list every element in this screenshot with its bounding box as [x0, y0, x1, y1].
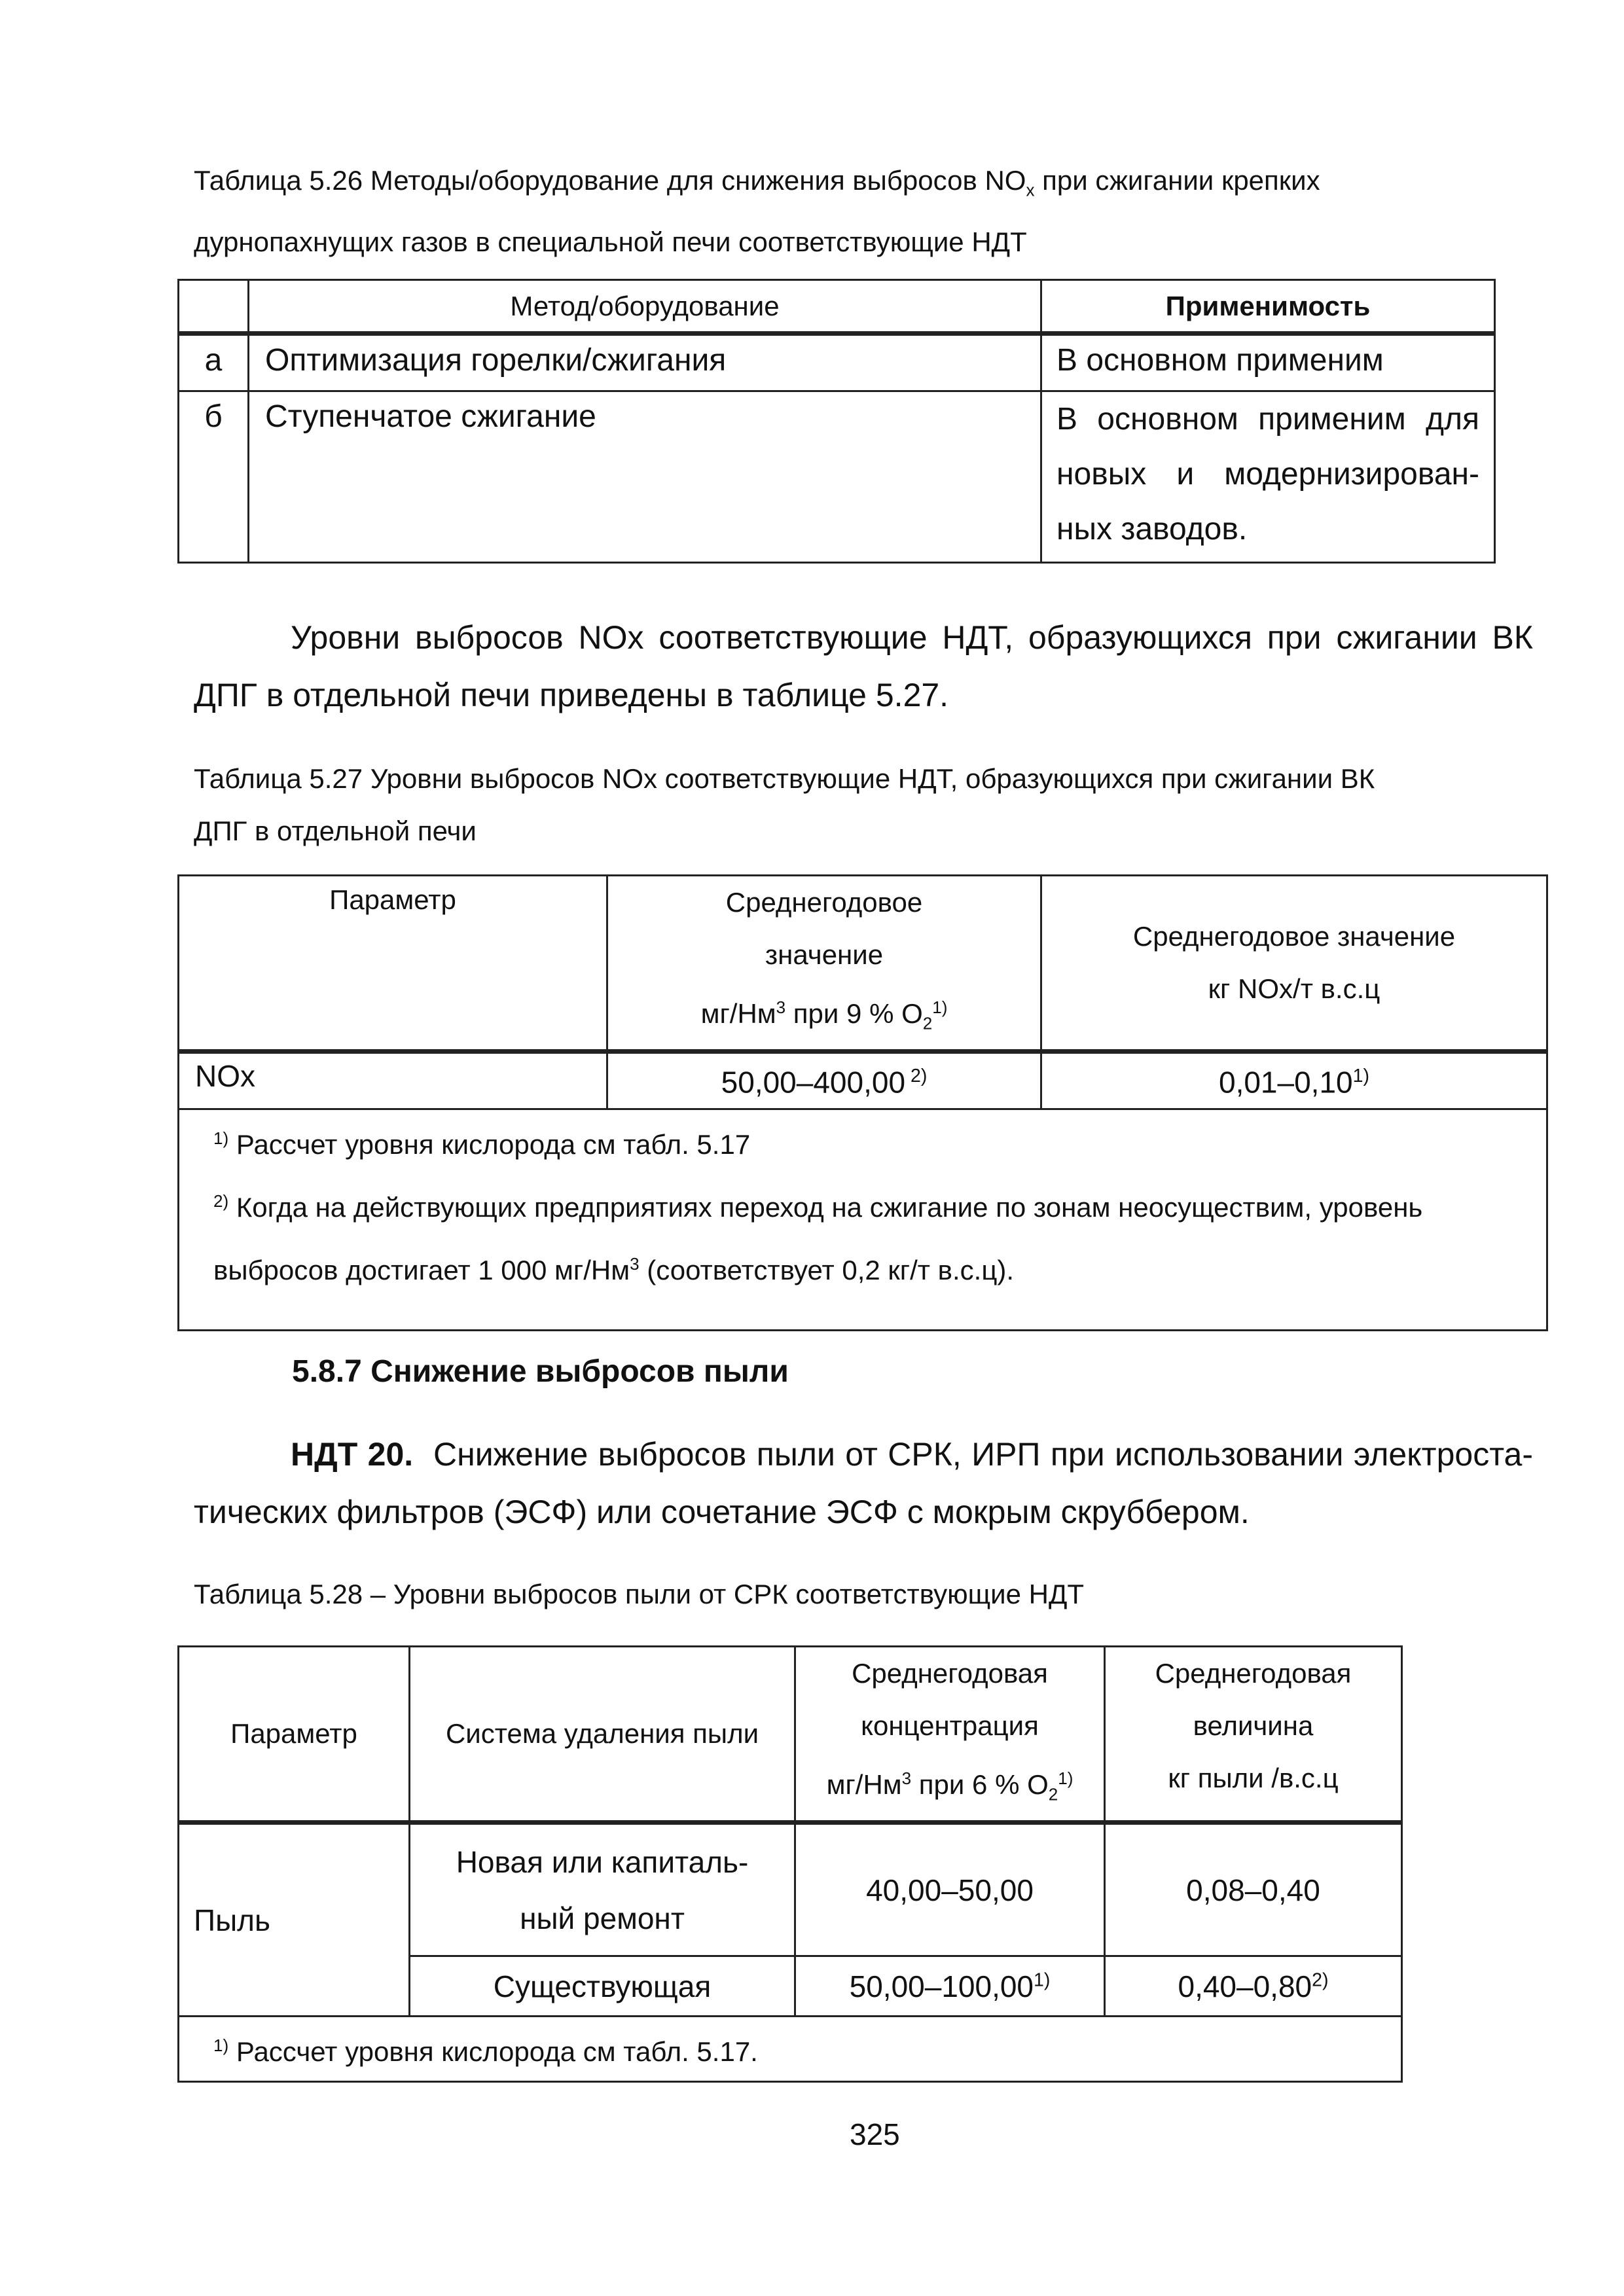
- header-unit: при 6 % O: [911, 1769, 1049, 1800]
- footnotes: [179, 1109, 1547, 1331]
- header-line: значение: [765, 939, 884, 970]
- table-5-28: [177, 1645, 1403, 2083]
- row-system: Существующая: [410, 1956, 795, 2017]
- caption-text: дурнопахнущих газов в специальной печи соответствующие НДТ: [194, 226, 1027, 258]
- header-line: величина: [1193, 1710, 1314, 1741]
- header-empty-cell: [179, 280, 249, 334]
- table-row: [179, 334, 1495, 391]
- ndt-label: НДТ 20.: [291, 1436, 414, 1473]
- table-row: [179, 1823, 1402, 1956]
- footnote-mark: 1): [213, 1128, 229, 1149]
- row-value-kg: [1041, 1052, 1547, 1109]
- row-applicability: В основном применим: [1041, 334, 1495, 391]
- table-5-27-caption: [194, 753, 1536, 857]
- header-line: кг NOx/т в.с.ц: [1208, 973, 1380, 1005]
- footnote-text: Когда на действующих предприятиях переход на сжигание по зонам неосуществим, уровень: [228, 1192, 1423, 1223]
- table-5-28-caption: Таблица 5.28 – Уровни выбросов пыли от СРК соответствующие НДТ: [194, 1579, 1085, 1609]
- table-5-26-caption: [194, 154, 1503, 268]
- footnotes-row: [179, 1109, 1547, 1331]
- caption-text: Таблица 5.27 Уровни выбросов NOx соответствующие НДТ, образующихся при сжигании ВК: [194, 763, 1375, 794]
- value: 50,00–100,00: [849, 1969, 1034, 2003]
- row-id: б: [179, 391, 249, 563]
- header-method: Метод/оборудование: [249, 280, 1041, 334]
- superscript: 3: [630, 1254, 640, 1274]
- row-parameter: NOx: [179, 1052, 607, 1109]
- value: 0,01–0,10: [1218, 1065, 1353, 1100]
- row-value: [1105, 1956, 1402, 2017]
- header-parameter: Параметр: [179, 1647, 410, 1823]
- caption-text: Таблица 5.26 Методы/оборудование для снижения выбросов NO: [194, 165, 1026, 196]
- footnote-mark: 2): [1312, 1969, 1329, 1991]
- header-line: Среднегодовое: [725, 887, 923, 918]
- page-number: 325: [850, 2117, 900, 2151]
- table-5-27: [177, 874, 1548, 1331]
- header-unit: мг/Нм: [700, 998, 776, 1029]
- paragraph-ndt20: [194, 1426, 1533, 1541]
- header-avg-kg: [1041, 876, 1547, 1052]
- header-unit: при 9 % O: [785, 998, 923, 1029]
- table-row: [179, 1052, 1547, 1109]
- footnote-text: Рассчет уровня кислорода см табл. 5.17: [228, 1129, 751, 1160]
- row-value-mg: [607, 1052, 1041, 1109]
- header-system: Система удаления пыли: [410, 1647, 795, 1823]
- header-line: концентрация: [861, 1710, 1039, 1741]
- header-avg-mg: [607, 876, 1041, 1052]
- row-concentration: [795, 1823, 1105, 1956]
- header-concentration: [795, 1647, 1105, 1823]
- value: 0,08–0,40: [1186, 1873, 1320, 1907]
- footnotes: [179, 2017, 1402, 2082]
- table-row: [179, 391, 1495, 563]
- footnote-text: выбросов достигает 1 000 мг/Нм: [213, 1255, 630, 1286]
- footnote-mark: 2): [905, 1066, 928, 1087]
- row-method: Оптимизация горелки/сжигания: [249, 334, 1041, 391]
- ndt-text: Снижение выбросов пыли от СРК, ИРП при использовании электроста-тических фильтров (ЭСФ) или сочетание ЭСФ с мокрым скруббером.: [194, 1436, 1533, 1530]
- subscript: 2: [1048, 1784, 1058, 1804]
- footnote-mark: 1): [1352, 1066, 1369, 1087]
- paragraph-nox: Уровни выбросов NOx соответствующие НДТ, образующихся при сжигании ВК ДПГ в отдельной печи приведены в таблице 5.27.: [194, 619, 1533, 713]
- row-method: Ступенчатое сжигание: [249, 391, 1041, 563]
- section-heading: 5.8.7 Снижение выбросов пыли: [292, 1354, 789, 1389]
- footnote-text: Рассчет уровня кислорода см табл. 5.17.: [228, 2036, 758, 2068]
- value: 50,00–400,00: [721, 1065, 906, 1100]
- value: 40,00–50,00: [866, 1873, 1034, 1907]
- header-line: Среднегодовая: [1155, 1658, 1352, 1689]
- row-value: [1105, 1823, 1402, 1956]
- header-parameter: Параметр: [179, 876, 607, 1052]
- row-parameter: Пыль: [179, 1823, 410, 2017]
- header-value: [1105, 1647, 1402, 1823]
- superscript: 3: [901, 1768, 912, 1788]
- caption-text: при сжигании крепких: [1034, 165, 1320, 196]
- header-applicability: Применимость: [1041, 280, 1495, 334]
- footnote-mark: 1): [932, 997, 948, 1017]
- footnote-mark: 1): [1034, 1969, 1051, 1991]
- header-line: Среднегодовое значение: [1132, 921, 1456, 952]
- header-line: Среднегодовая: [852, 1658, 1048, 1689]
- row-applicability: В основном применим для новых и модернизирован-ных заводов.: [1041, 391, 1495, 563]
- header-unit: мг/Нм: [826, 1769, 902, 1800]
- row-concentration: [795, 1956, 1105, 2017]
- superscript: 3: [776, 997, 786, 1017]
- caption-subscript: x: [1026, 180, 1035, 200]
- header-line: кг пыли /в.с.ц: [1168, 1763, 1339, 1793]
- value: 0,40–0,80: [1178, 1969, 1312, 2003]
- footnote-text: (соответствует 0,2 кг/т в.с.ц).: [639, 1255, 1015, 1286]
- footnote-mark: 1): [1058, 1768, 1074, 1788]
- footnotes-row: [179, 2017, 1402, 2082]
- subscript: 2: [922, 1013, 933, 1033]
- caption-text: ДПГ в отдельной печи: [194, 816, 477, 846]
- footnote-mark: 2): [213, 1191, 229, 1211]
- table-5-26: [177, 279, 1496, 564]
- row-id: а: [179, 334, 249, 391]
- row-system: Новая или капиталь-ный ремонт: [410, 1823, 795, 1956]
- footnote-mark: 1): [213, 2036, 229, 2056]
